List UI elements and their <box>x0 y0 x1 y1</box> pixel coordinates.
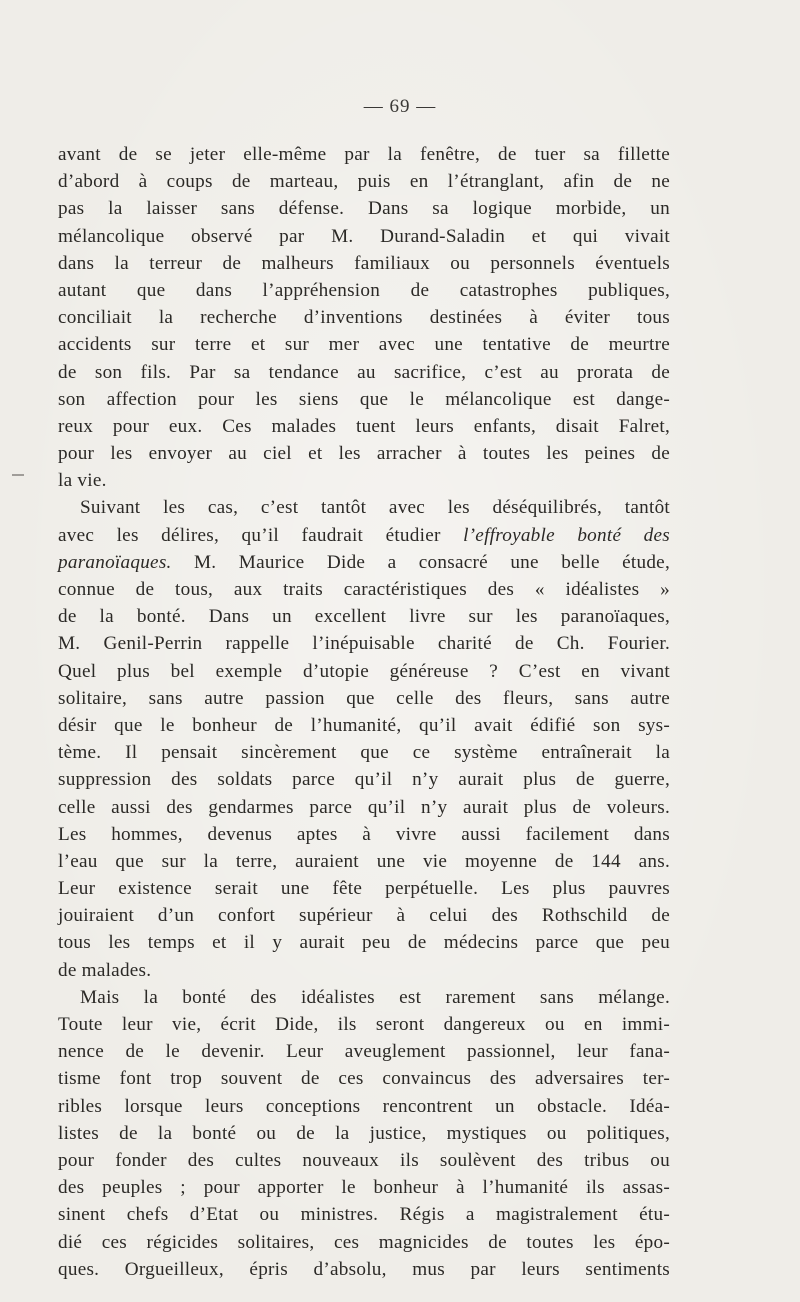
text-line: autant que dans l’appréhension de catastrophes publiques, <box>58 279 670 301</box>
text-line: de la bonté. Dans un excellent livre sur les paranoïaques, <box>58 606 670 628</box>
text-line: solitaire, sans autre passion que celle des fleurs, sans autre <box>58 687 670 709</box>
text-line: tème. Il pensait sincèrement que ce système entraînerait la <box>58 742 670 764</box>
italic-phrase: paranoïaques. <box>58 551 172 573</box>
text-line: pour fonder des cultes nouveaux ils soulèvent des tribus ou <box>58 1149 670 1171</box>
text-line <box>58 549 670 576</box>
text-line <box>58 522 670 549</box>
text-line: Leur existence serait une fête perpétuelle. Les plus pauvres <box>58 878 670 900</box>
text-line: nence de le devenir. Leur aveuglement passionnel, leur fana- <box>58 1041 670 1063</box>
text-line: désir que le bonheur de l’humanité, qu’il avait édifié son sys- <box>58 714 670 736</box>
page-number: — 69 — <box>363 96 437 117</box>
text-line: son affection pour les siens que le mélancolique est dange- <box>58 388 670 410</box>
text-line: d’abord à coups de marteau, puis en l’étranglant, afin de ne <box>58 171 670 193</box>
text-line: ribles lorsque leurs conceptions rencontrent un obstacle. Idéa- <box>58 1095 670 1117</box>
text-line: suppression des soldats parce qu’il n’y aurait plus de guerre, <box>58 769 670 791</box>
italic-phrase: l’effroyable bonté des <box>463 524 670 546</box>
text-line: la vie. <box>58 470 107 492</box>
text-fragment: M. Maurice Dide a consacré une belle étude, <box>194 551 670 573</box>
text-line: dans la terreur de malheurs familiaux ou personnels éventuels <box>58 252 670 274</box>
text-line: celle aussi des gendarmes parce qu’il n’y aurait plus de voleurs. <box>58 796 670 818</box>
text-line: sinent chefs d’Etat ou ministres. Régis a magistralement étu- <box>58 1204 670 1226</box>
text-line: tisme font trop souvent de ces convaincus des adversaires ter- <box>58 1068 670 1090</box>
text-line: Les hommes, devenus aptes à vivre aussi facilement dans <box>58 823 670 845</box>
text-line: connue de tous, aux traits caractéristiques des « idéalistes » <box>58 579 670 600</box>
text-line: conciliait la recherche d’inventions destinées à éviter tous <box>58 307 670 329</box>
text-line: tous les temps et il y aurait peu de médecins parce que peu <box>58 932 670 954</box>
text-line: Toute leur vie, écrit Dide, ils seront dangereux ou en immi- <box>58 1014 670 1035</box>
text-line: accidents sur terre et sur mer avec une tentative de meurtre <box>58 334 670 356</box>
text-line: de malades. <box>58 959 152 981</box>
text-line: pas la laisser sans défense. Dans sa logique morbide, un <box>58 198 670 220</box>
text-line: l’eau que sur la terre, auraient une vie moyenne de 144 ans. <box>58 850 670 872</box>
text-line: Suivant les cas, c’est tantôt avec les déséquilibrés, tantôt <box>80 497 670 519</box>
text-line: des peuples ; pour apporter le bonheur à l’humanité ils assas- <box>58 1177 670 1199</box>
text-line: dié ces régicides solitaires, ces magnicides de toutes les épo- <box>58 1231 670 1253</box>
text-line: ques. Orgueilleux, épris d’absolu, mus par leurs sentiments <box>58 1258 670 1280</box>
text-line: mélancolique observé par M. Durand-Saladin et qui vivait <box>58 225 670 247</box>
text-line: listes de la bonté ou de la justice, mystiques ou politiques, <box>58 1122 670 1144</box>
text-line: Mais la bonté des idéalistes est rarement sans mélange. <box>80 986 670 1008</box>
text-line: Quel plus bel exemple d’utopie généreuse ? C’est en vivant <box>58 660 670 682</box>
text-line: reux pour eux. Ces malades tuent leurs enfants, disait Falret, <box>58 415 670 437</box>
text-line: de son fils. Par sa tendance au sacrifice, c’est au prorata de <box>58 361 670 383</box>
text-line: jouiraient d’un confort supérieur à celui des Rothschild de <box>58 905 670 927</box>
text-line: avant de se jeter elle-même par la fenêtre, de tuer sa fillette <box>58 144 670 165</box>
body-text <box>58 141 670 1283</box>
margin-mark <box>12 474 24 476</box>
text-line: M. Genil-Perrin rappelle l’inépuisable charité de Ch. Fourier. <box>58 633 670 655</box>
text-fragment: avec les délires, qu’il faudrait étudier <box>58 524 441 546</box>
text-line: pour les envoyer au ciel et les arracher à toutes les peines de <box>58 443 670 465</box>
